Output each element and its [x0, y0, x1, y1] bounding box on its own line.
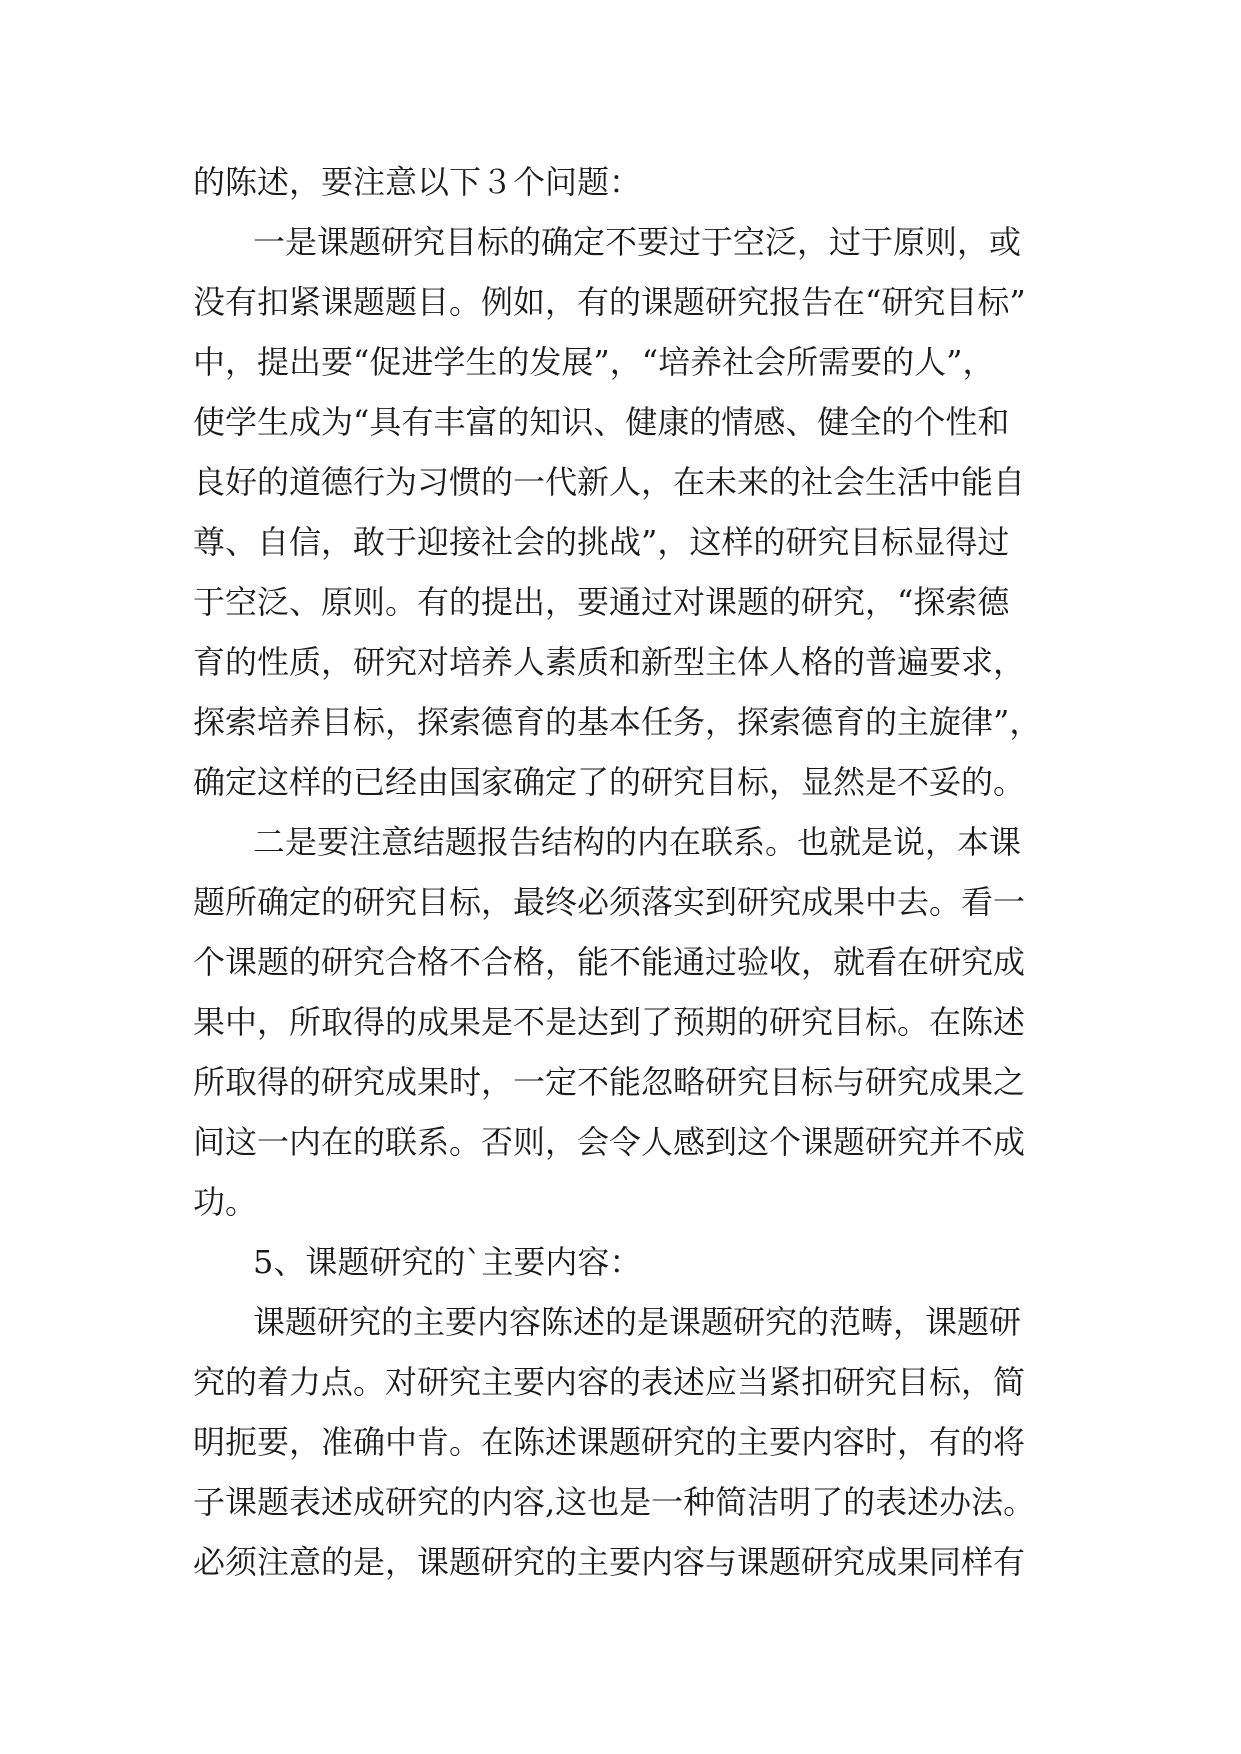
- text-line: 于空泛、原则。有的提出，要通过对课题的研究，“探索德: [193, 583, 1010, 621]
- text-line: 个课题的研究合格不合格，能不能通过验收，就看在研究成: [193, 943, 1026, 981]
- text-line: 使学生成为“具有丰富的知识、健康的情感、健全的个性和: [193, 403, 1010, 441]
- text-line: 良好的道德行为习惯的一代新人，在未来的社会生活中能自: [193, 463, 1026, 501]
- text-line: 究的着力点。对研究主要内容的表述应当紧扣研究目标，简: [193, 1363, 1026, 1401]
- text-line: 二是要注意结题报告结构的内在联系。也就是说，本课: [253, 823, 1022, 861]
- text-line: 所取得的研究成果时，一定不能忽略研究目标与研究成果之: [193, 1063, 1026, 1101]
- text-line: 探索培养目标，探索德育的基本任务，探索德育的主旋律”，: [193, 703, 1042, 741]
- text-line: 功。: [193, 1183, 258, 1221]
- text-line: 课题研究的主要内容陈述的是课题研究的范畴，课题研: [253, 1303, 1022, 1341]
- text-line: 间这一内在的联系。否则，会令人感到这个课题研究并不成: [193, 1123, 1026, 1161]
- text-line: 一是课题研究目标的确定不要过于空泛，过于原则，或: [253, 223, 1022, 261]
- text-line: 题所确定的研究目标，最终必须落实到研究成果中去。看一: [193, 883, 1026, 921]
- text-line: 果中，所取得的成果是不是达到了预期的研究目标。在陈述: [193, 1003, 1026, 1041]
- text-line: 确定这样的已经由国家确定了的研究目标，显然是不妥的。: [193, 763, 1026, 801]
- text-line: 没有扣紧课题题目。例如，有的课题研究报告在“研究目标”: [193, 283, 1026, 321]
- text-line: 育的性质，研究对培养人素质和新型主体人格的普遍要求，: [193, 643, 1026, 681]
- section-heading: 5、课题研究的`主要内容：: [253, 1243, 642, 1281]
- text-line: 尊、自信，敢于迎接社会的挑战”，这样的研究目标显得过: [193, 523, 1010, 561]
- text-line: 子课题表述成研究的内容,这也是一种简洁明了的表述办法。: [193, 1483, 1036, 1521]
- text-line: 中，提出要“促进学生的发展”，“培养社会所需要的人”，: [193, 343, 995, 381]
- text-line: 必须注意的是，课题研究的主要内容与课题研究成果同样有: [193, 1543, 1026, 1581]
- text-line: 的陈述，要注意以下３个问题：: [193, 163, 642, 201]
- text-line: 明扼要，准确中肯。在陈述课题研究的主要内容时，有的将: [193, 1423, 1026, 1461]
